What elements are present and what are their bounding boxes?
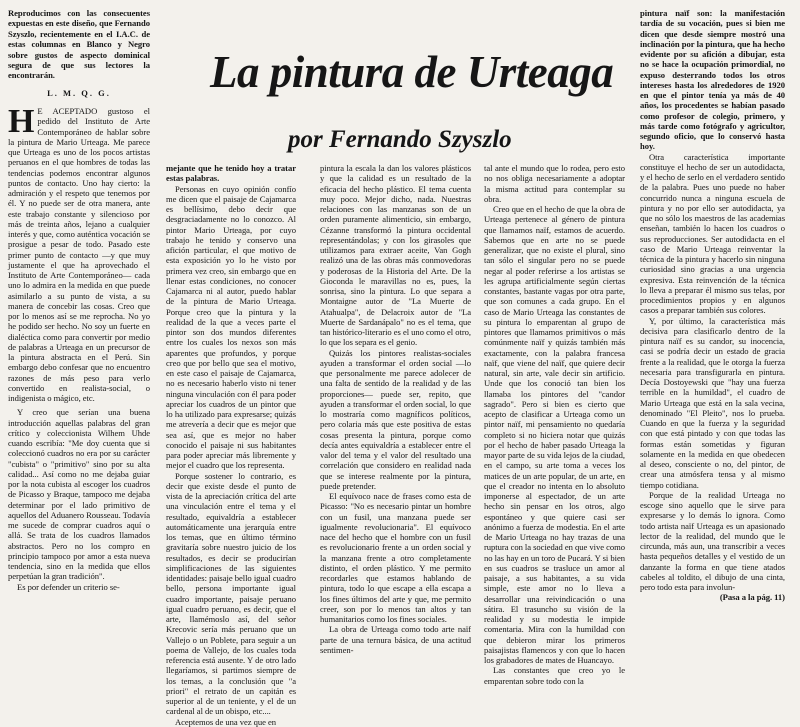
paragraph: La obra de Urteaga como todo arte naïf parte de una ternura básica, de una actitud sentimen- <box>320 624 471 655</box>
paragraph: Y, por último, la característica más decisiva para clasificarlo dentro de la pintura naïf es su candor, su inocencia, casi se podría decir un estado de gracia frente a la realidad, que le otorga la fuerza necesaria para transfigurarla en pintura. Decía Dostoyewski que "hay una fuerza terrible en la humildad", el cuadro de Mario Urteaga que está en la sala vecina, denominado "El Pleito", nos lo prueba. Cuando en que la fuerza y la seguridad con que está pintado y con que todas las formas están sometidas y figuran solamente en la medida en que obedecen al deseo, consciente o no, del pintor, de crear una atmósfera tensa y al mismo tiempo cotidiana. <box>640 315 785 490</box>
byline-prefix: por <box>288 126 323 153</box>
continuation-note: (Pasa a la pág. 11) <box>719 592 785 603</box>
paragraph: Creo que en el hecho de que la obra de Urteaga pertenece al género de pintura que llamamos naïf, estamos de acuerdo. Sabemos que en arte no se puede generalizar, que no existe el plural, sino tan sólo el singular pero no se puede negar al poder referirse a los artistas se les agrupa artificialmente según ciertas constantes, bastante vagas por otra parte, que son comunes a cada grupo. En el caso de Mario Urteaga las constantes de su pintura lo emparentan al grupo de pintores que llamamos primitivos o más comúnmente naïf y quizás también más exactamente, con la palabra francesa naïf, que viene del naïf, que quiere decir natural, sin arte, vale decir sin artificio. Unde que los conoció tan bien los llamaba los pintores del "candor sagrado". Pero si bien es cierto que acepto de clasificar a Urteaga como un pintor naïf, mi pensamiento no quedaría completo si no hiciera notar que quizás por el hecho de haber pasado Urteaga la mayor parte de su vida lejos de la ciudad, en el campo, su arte toma a veces los matices de un arte popular, de un arte, en que el creador no intenta en lo absoluto imponerse al espectador, de un arte hecho sin pensar en los otros, algo espontáneo y que quiere casi ser anónimo a fuerza de modestia. En el arte de Mario Urteaga no hay trazas de una ruptura con la sociedad en que vive como no las hay en un toro de Pucará. Y si bien en sus cuadros se trasluce un amor al paisaje, a sus habitantes, a su vida simple, este amor no lo lleva a desarrollar una reivindicación o una sátira. El trasuncho su visión de la realidad y su modestia le impide comentaria. Mira con la humildad con que debieron mirar los primeros paisajistas flamencos y con que lo hacen los grabadores de mates de Huancayo. <box>484 204 625 665</box>
paragraph: Personas en cuyo opinión confío me dicen que el paisaje de Cajamarca es bellísimo, debo decir que desgraciadamente no lo conozco. Al pintor Mario Urteaga, por cuyo trabajo he tenido y conservo una afición particular, el que motivo de esta exposición yo lo he visto por primera vez creo, sin embargo que en llenar estas condiciones, no conocer Cajamarca ni al autor, puedo hablar de la pintura de Mario Urteaga. Porque creo que la pintura y la realidad de la que a veces parte el pintor son dos mundos diferentes entre los cuales los nexos son más aparentes que profundos, y porque creo que por bello que sea el motivo, en este caso el paisaje de Cajamarca, no es necesario haberlo visto ni tener ninguna vinculación con él para poder apreciar los cuadros de un pintor que lo ha utilizado para expresarse; quizás me atrevería a decir que es mejor que sea así, que es mejor no haber conocido el paisaje ni sus habitantes para poder apreciar más libremente y mejor el cuadro que los representa. <box>166 183 296 471</box>
paragraph: Aceptemos de una vez que en <box>175 716 277 727</box>
paragraph: Y creo que serían una buena introducción aquellas palabras del gran crítico y coleccionista Wilhem Uhde cuando escribía: "Me doy cuenta que si coleccionó cuadros no era por su carácter "cubista" o "primitivo" sino por su alta calidad... Así como no me dejaba guiar por la nota cubista al escoger los cuadros de Picasso y Braque, tampoco me dejaba determinar por el lado primitivo de aquellos del Aduanero Rousseau. Todavía me sucede de comprar cuadros aquí o allá. Se trata de los cuadros llamados abstractos. Pero no los compro en principio tampoco por amor a esta nueva tendencia, sino en la medida que ellos perpetúan la gran tradición". <box>8 407 150 582</box>
drop-cap: H <box>8 103 35 141</box>
paragraph: Es por defender un criterio se- <box>17 581 120 592</box>
column-1 <box>8 8 150 610</box>
intro-text: Reproducimos con las consecuentes expuestas en este diseño, que Fernando Szyszlo, recientemente en el I.A.C. de estas columnas en Blanco y Negro sobre gustos de aspecto dominical segura de que sus lectores la encontrarán. <box>8 8 150 81</box>
article-opening <box>8 103 150 404</box>
paragraph: Porque de la realidad Urteaga no escoge sino aquello que le sirve para expresarse y lo demás lo ignora. Como todo artista naïf Urteaga es un apasionado lector de la realidad, del mundo que le circunda, más aun, una transcribir a veces hasta pequeños detalles y el vestido de un danzante la forma en que tiene atados cabeles al toldito, el dibujo de una cinta, pero todo esta para involun- <box>640 489 785 592</box>
paragraph: Quizás los pintores realistas-sociales ayuden a transformar el orden social —lo que personalmente me parece adolecer de una falta de sentido de la realidad y de las proporciones— puede ser, repito, que ayuden a transformar el orden social, lo que lo mostraría como magníficos políticos, pero colaria más que este positiva de estas cosas presenta la pintura, porque como decía antes equivaldría a establecer entre el valor del tema y el valor del resultado una correlación que considero en realidad nada que se interese realmente por la pintura, puede pretender. <box>320 347 471 491</box>
column-3 <box>320 163 471 655</box>
paragraph: Las constantes que creo yo le emparentan sobre todo con la <box>484 665 625 686</box>
paragraph: pintura naïf son: la manifestación tardía de su vocación, pues si bien me dicen que desde siempre mostró una inclinación por la pintura, que ha hecho evidente por su afición a dibujar, esta no se hace la ocupación primordial, no expuso desterrando todos los otros intereses hasta los alrededores de 1920 en que el pintor tenía ya más de 40 años, los procedentes se habían pasado como profesor de colegio, primero, y más tarde como fotógrafo y agricultor, segundo oficio, que lo conservó hasta hoy. <box>640 8 785 152</box>
column-2 <box>166 163 296 727</box>
paragraph: mejante que he tenido hoy a tratar estas palabras. <box>166 163 296 184</box>
author-name: Fernando Szyszlo <box>328 126 512 153</box>
paragraph: E ACEPTADO gustoso el pedido del Instituto de Arte Contemporáneo de hablar sobre la pintura de Mario Urteaga. Me parece que Urteaga es uno de los pocos artistas peruanos en el que hombres de todas las tendencias podemos encontrar algunos puntos de contacto. Uno hay cierto: la admiración y el respeto que tenemos por él. Y no puede ser de otra manera, ante este trabajo constante y silencioso por más de treinta años, lejano a cualquier interés y que, como auténtica vocación se prosigue a pesar de todo. Pasado este primer punto de contacto —y que muy justamente el que ha aprovechado el Instituto de Arte Contemporáneo— cada uno lo admira en la medida en que puede asimilarlo a su punto de vista, a su manera de concebir las cosas. Creo que por lo menos así se me reprocha. No yo he podido ser hecho. No soy un fuerte en dialéctica como para convertir por medio de palabras a Urteaga en un precursor de la pintura abstracta en el Perú. Sin embargo debo confesar que no encuentro razones de más peso para verlo convertido en realista-social, o indigenista o mágico, etc. <box>8 106 150 404</box>
editor-intro <box>8 8 150 81</box>
paragraph: El equívoco nace de frases como esta de Picasso: "No es necesario pintar un hombre con un fusil, una manzana puede ser igualmente revolucionaria". El equívoco nace del hecho que el hombre con un fusil es revolucionario frente a un orden social y la manzana frente a otro completamente distinto, el orden plástico. Y me permito recordarles que estamos hablando de pintura, todo lo que escape a ella escapa a los fines últimos del arte y que, me permito creer, son por lo menos tan altos y tan humanitarios como los fines sociales. <box>320 491 471 624</box>
column-5 <box>640 8 785 610</box>
article-title: La pintura de Urteaga <box>210 47 614 97</box>
byline <box>288 126 512 154</box>
editor-signature: L. M. Q. G. <box>47 87 111 98</box>
paragraph: Otra característica importante constituye el hecho de ser un autodidacta, y el hecho de serlo en el verdadero sentido de la palabra. Pues uno puede no haber concurrido nunca a ninguna escuela de pintura y no por ello ser autodidacta, ya que no sólo los maestros de las academias enseñan, también lo hacen los cuadros o sus reproducciones. Ser autodidacta en el caso de Mario Urteaga reinventar la técnica de la pintura y hacerlo sin ninguna curiosidad sino gracias a una urgencia expresiva. Esta reinvención de la técnica lo lleva a preparar él mismo sus telas, por procedimientos propios y en algunos casos a preparar también sus colores. <box>640 151 785 316</box>
paragraph: Porque sostener lo contrario, es decir que existe desde el punto de vista de la apreciación crítica del arte una vinculación entre el tema y el resultado, equivaldría a establecer automáticamente una jerarquía entre los temas, que en último término gravitaría sobre nuestro juicio de los resultados, es decir se producirían simplificaciones de las siguientes identidades: paisaje bello igual cuadro bello, persona importante igual cuadro importante, paisaje peruano igual cuadro peruano, es decir, que el arte, llamémoslo así, del señor Krecovic sería más peruano que un Vallejo o un Poblete, para seguir a un poema de Vallejo, de los cuales toda referencia está ausente. Y de otro lado llegaríamos, si partimos siempre de los temas, a la conclusión que "a priori" el retrato de un capitán es superior al de un teniente, y el de un cardenal al de un obispo, etc.... <box>166 470 296 717</box>
column-4 <box>484 163 625 686</box>
paragraph: tal ante el mundo que lo rodea, pero esto no nos obliga necesariamente a adoptar la misma actitud para contemplar su obra. <box>484 163 625 204</box>
paragraph: pintura la escala la dan los valores plásticos y que la calidad es un resultado de la eficacia del hecho plástico. El tema cuenta muy poco. Mejor dicho, nada. Nuestras relaciones con las manzanas son de un orden puramente alimenticio, sin embargo, Cézanne transformó la pintura occidental representándolas; y con los girasoles que utilizamos para extraer aceite, Van Gogh realizó una de las obras más conmovedoras y poderosas de la Historia del Arte. De la Gioconda le maravillas no es, pues, la sonrisa, sino la pintura. Lo que separa a Montaigne autor de "La Muerte de Atahualpa", de Delacroix autor de "La Muerte de Sardanápalo" no es el tema, que tan histórico-literario es el uno como el otro, lo que los separa es el genio. <box>320 163 471 348</box>
